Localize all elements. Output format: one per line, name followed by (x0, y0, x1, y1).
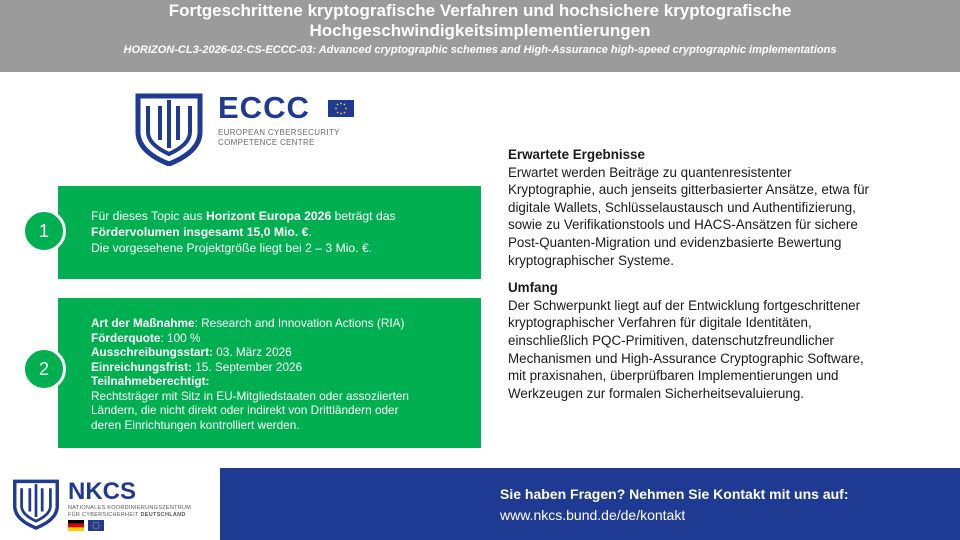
teilnahme-label: Teilnahmeberechtigt: (91, 374, 210, 388)
results-line: Erwartet werden Beiträge zu quantenresistenter (508, 164, 792, 180)
step-number-2: 2 (22, 347, 66, 391)
nkcs-logo (0, 468, 220, 540)
scope-line: Werkzeugen zur formalen Sicherheitsevaluierung. (508, 385, 804, 401)
results-heading: Erwartete Ergebnisse (508, 147, 645, 162)
start-label: Ausschreibungsstart: (91, 345, 213, 359)
funding-line-2-post: . (308, 225, 312, 239)
frist-row (91, 360, 471, 375)
funding-line-3: Die vorgesehene Projektgröße liegt bei 2 – 3 Mio. €. (91, 241, 373, 255)
scope-line: einschließlich PQC-Primitiven, datenschutzfreundlicher (508, 332, 834, 348)
quote-label: Förderquote (91, 330, 161, 345)
frist-label: Einreichungsfrist: (91, 359, 192, 374)
contact-question: Sie haben Fragen? Nehmen Sie Kontakt mit uns auf: (500, 486, 849, 502)
eccc-shield-icon (134, 92, 204, 166)
page-subtitle: HORIZON-CL3-2026-02-CS-ECCC-03: Advanced cryptographic schemes and High-Assurance high-speed cryptographic implementations (123, 44, 837, 56)
results-line: sowie zu Verifikationstools und HACS-Ansätzen für sichere (508, 217, 858, 233)
funding-text (91, 208, 471, 256)
nkcs-shield-icon (12, 478, 60, 530)
funding-line-1-pre: Für dieses Topic aus (91, 209, 206, 223)
page-title-line-1: Fortgeschrittene kryptografische Verfahren und hochsichere kryptografische (168, 1, 792, 20)
start-row (91, 345, 471, 360)
spacer (508, 269, 940, 279)
funding-line-1 (91, 208, 471, 224)
nkcs-line-2-bold: DEUTSCHLAND (140, 512, 186, 518)
funding-line-1-bold: Horizont Europa 2026 (205, 209, 332, 223)
eu-flag-icon (88, 520, 104, 531)
german-flag-icon (68, 520, 84, 531)
results-line: Post-Quanten-Migration und evidenzbasierte Bewertung (508, 234, 842, 250)
massnahme-value: : Research and Innovation Actions (RIA) (194, 316, 405, 330)
eccc-logo (134, 92, 364, 166)
eccc-line-2: COMPETENCE CENTRE (218, 138, 315, 147)
teilnahme-line-2: Ländern, die nicht direkt oder indirekt von Drittländern oder (91, 403, 399, 417)
details-box (58, 298, 481, 448)
teilnahme-line-3: deren Einrichtungen kontrolliert werden. (91, 417, 300, 432)
scope-line: Mechanismen und High-Assurance Cryptographic Software, (508, 350, 864, 366)
start-value: 03. März 2026 (212, 345, 292, 359)
massnahme-label: Art der Maßnahme (91, 316, 195, 330)
nkcs-line-1: NATIONALES KOORDINIERUNGSZENTRUM (68, 505, 192, 511)
eccc-line-1: EUROPEAN CYBERSECURITY (218, 128, 340, 137)
nkcs-line-2 (68, 512, 186, 518)
description-column (508, 146, 940, 402)
step-number-1: 1 (22, 209, 66, 253)
nkcs-line-2-pre: FÜR CYBERSICHERHEIT (68, 512, 141, 518)
quote-value: : 100 % (160, 330, 201, 345)
results-line: digitale Wallets, Schlüsselaustausch und Authentifizierung, (508, 199, 856, 215)
funding-line-2 (91, 224, 471, 240)
funding-volume: Fördervolumen insgesamt 15,0 Mio. € (91, 225, 309, 239)
scope-line: Der Schwerpunkt liegt auf der Entwicklung fortgeschrittener (508, 297, 861, 313)
massnahme-row (91, 316, 471, 331)
frist-value: 15. September 2026 (191, 359, 303, 374)
header-banner (0, 0, 960, 72)
nkcs-name: NKCS (68, 478, 137, 505)
details-text (91, 316, 471, 432)
results-line: Kryptographie, auch jenseits gitterbasierter Ansätze, etwa für (508, 182, 869, 198)
contact-link[interactable]: www.nkcs.bund.de/de/kontakt (500, 507, 686, 523)
results-line: kryptographischer Systeme. (508, 252, 674, 268)
teilnahme-line-1: Rechtsträger mit Sitz in EU-Mitgliedstaaten oder assoziierten (91, 388, 409, 403)
scope-line: mit praxisnahen, überprüfbaren Implementierungen und (508, 368, 839, 384)
contact-footer (220, 468, 960, 540)
page-title (0, 0, 960, 41)
eccc-name: ECCC (218, 90, 310, 125)
scope-line: kryptographischer Verfahren für digitale Identitäten, (508, 315, 812, 331)
quote-row (91, 331, 471, 346)
funding-line-1-post: beträgt das (331, 209, 396, 223)
funding-box (58, 186, 481, 279)
scope-heading: Umfang (508, 280, 558, 296)
page-title-line-2: Hochgeschwindigkeitsimplementierungen (309, 21, 651, 40)
eu-flag-icon (328, 100, 354, 117)
